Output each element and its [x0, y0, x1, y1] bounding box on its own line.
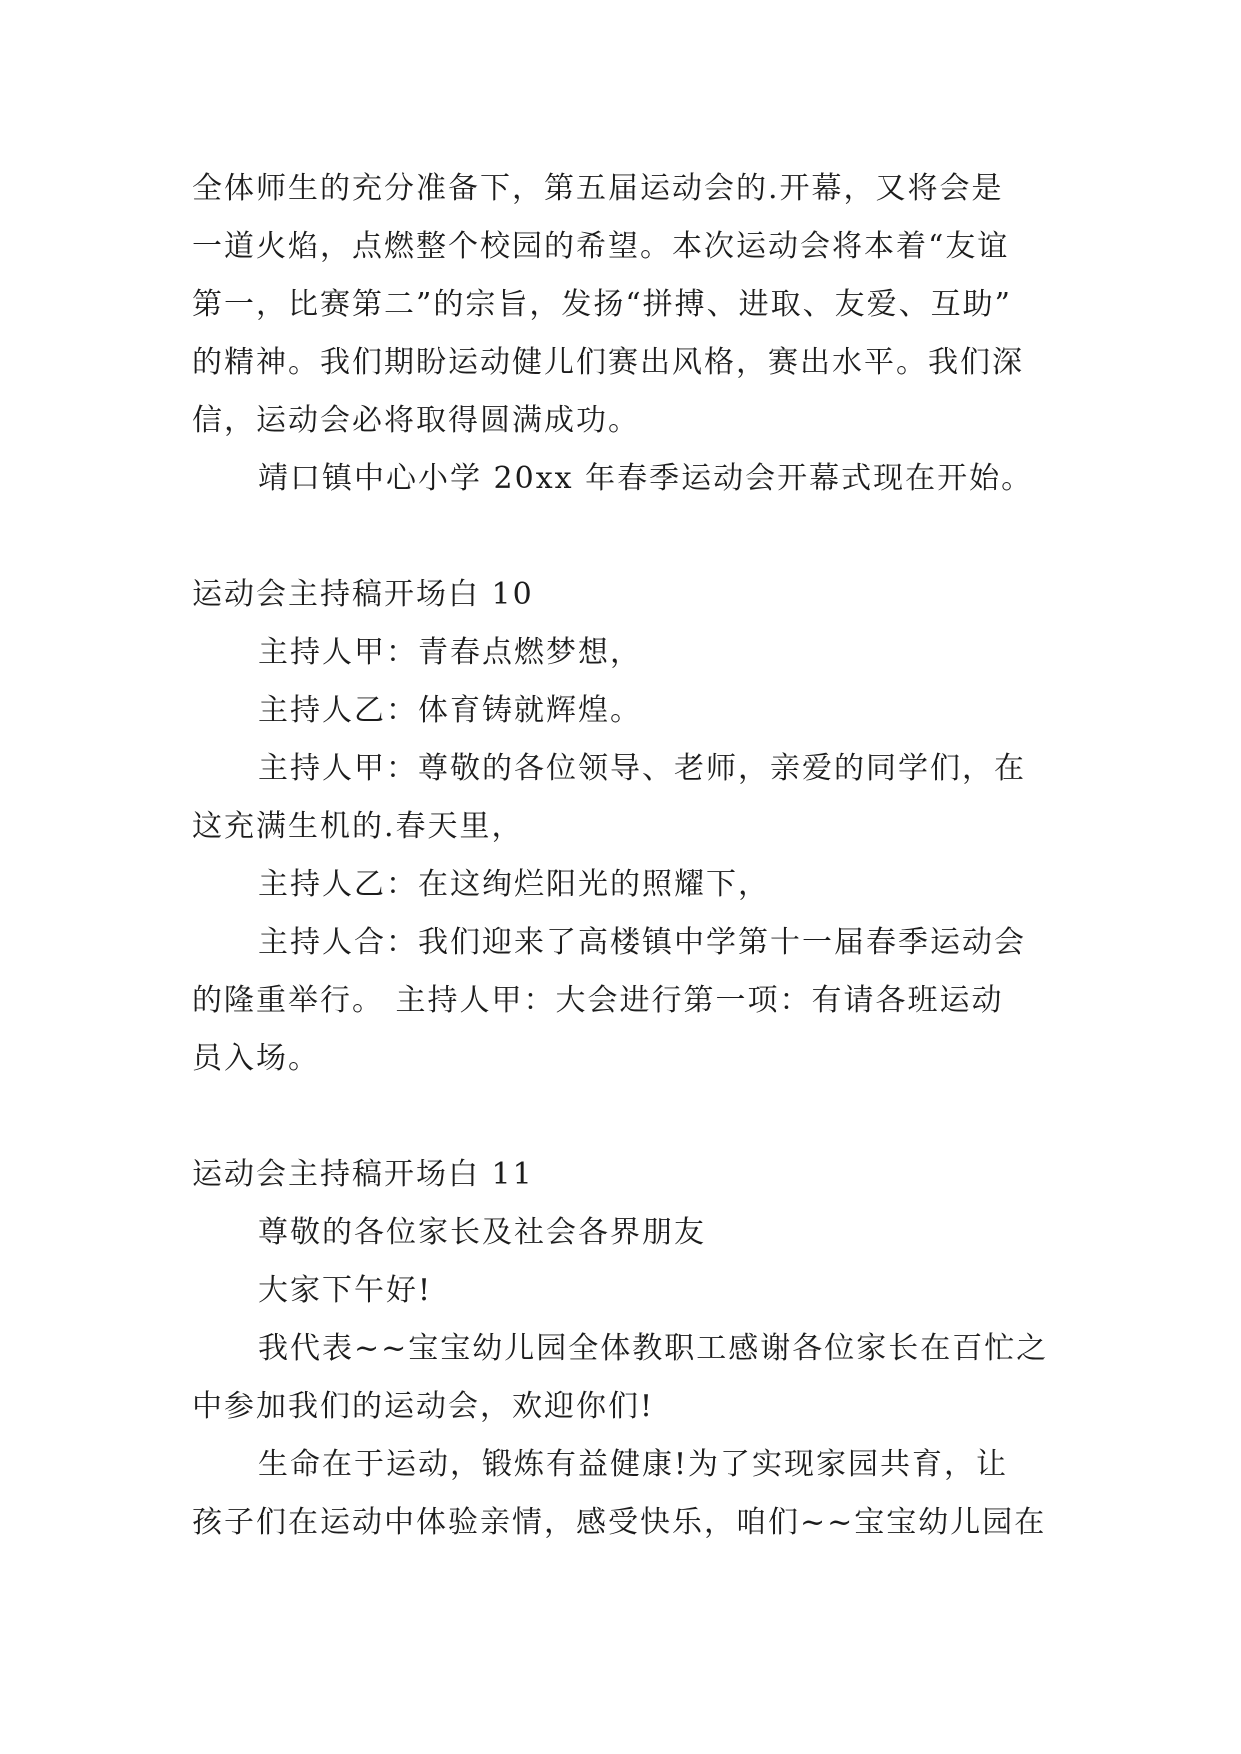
paragraph-line: 孩子们在运动中体验亲情，感受快乐，咱们~~宝宝幼儿园在	[192, 1505, 1047, 1540]
paragraph-line: 这充满生机的.春天里，	[192, 809, 524, 844]
paragraph-line: 中参加我们的运动会，欢迎你们!	[192, 1389, 655, 1424]
paragraph-line: 员入场。	[192, 1041, 320, 1076]
paragraph-line: 主持人合：我们迎来了高楼镇中学第十一届春季运动会	[258, 925, 1026, 960]
document-page	[192, 160, 1052, 1552]
paragraph-line: 主持人甲：尊敬的各位领导、老师，亲爱的同学们，在	[258, 751, 1026, 786]
closing-line: 靖口镇中心小学 20xx 年春季运动会开幕式现在开始。	[258, 461, 1034, 496]
section-gap	[192, 508, 1052, 566]
paragraph-line: 大家下午好!	[258, 1273, 433, 1308]
paragraph-line: 主持人甲：青春点燃梦想，	[258, 635, 642, 670]
section-heading: 运动会主持稿开场白 10	[192, 577, 534, 612]
paragraph-line: 第一，比赛第二”的宗旨，发扬“拼搏、进取、友爱、互助”	[192, 287, 1013, 322]
paragraph-line: 我代表~~宝宝幼儿园全体教职工感谢各位家长在百忙之	[258, 1331, 1049, 1366]
section-heading: 运动会主持稿开场白 11	[192, 1157, 534, 1192]
paragraph-line: 尊敬的各位家长及社会各界朋友	[258, 1215, 706, 1250]
section-gap	[192, 1088, 1052, 1146]
paragraph-line: 主持人乙：体育铸就辉煌。	[258, 693, 642, 728]
paragraph-line: 信，运动会必将取得圆满成功。	[192, 403, 640, 438]
paragraph-line: 一道火焰，点燃整个校园的希望。本次运动会将本着“友谊	[192, 229, 1010, 264]
paragraph-line: 全体师生的充分准备下，第五届运动会的.开幕，又将会是	[192, 171, 1004, 206]
paragraph-line: 的精神。我们期盼运动健儿们赛出风格，赛出水平。我们深	[192, 345, 1024, 380]
paragraph-line: 主持人乙：在这绚烂阳光的照耀下，	[258, 867, 770, 902]
paragraph-line: 的隆重举行。 主持人甲：大会进行第一项：有请各班运动	[192, 983, 1004, 1018]
paragraph-line: 生命在于运动，锻炼有益健康!为了实现家园共育，让	[258, 1447, 1009, 1482]
